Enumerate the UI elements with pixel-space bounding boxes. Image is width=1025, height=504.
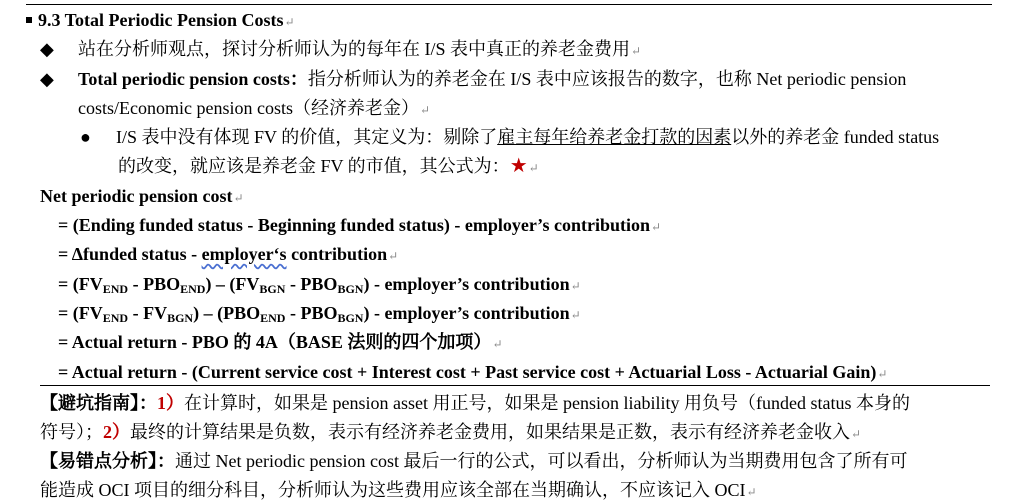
top-rule (26, 4, 992, 5)
section-heading: 9.3 Total Periodic Pension Costs↵ (26, 9, 295, 33)
formula-line-5: = Actual return - PBO 的 4A（BASE 法则的四个加项）↵ (58, 332, 503, 352)
paragraph-mark-icon: ↵ (233, 191, 244, 205)
paragraph-mark-icon: ↵ (631, 44, 642, 58)
paragraph-mark-icon: ↵ (419, 103, 431, 117)
formula-title: Net periodic pension cost↵ (40, 186, 244, 206)
formula-line-2: = Δfunded status - employer‘s contribution↵ (58, 244, 399, 264)
paragraph-mark-icon: ↵ (651, 220, 662, 234)
diamond-bullet-icon: ◆ (40, 39, 54, 59)
tip-pitfall-guide-continuation: 符号）；2）最终的计算结果是负数，表示有经济养老金费用，如果结果是正数，表示有经济养老金收入↵ (40, 422, 862, 442)
paragraph-mark-icon: ↵ (528, 161, 539, 175)
tip-error-analysis-continuation: 能造成 OCI 项目的细分科目，分析师认为这些费用应该全部在当期确认，不应该记入 OCI↵ (40, 480, 757, 500)
bullet-item-1: ◆ 站在分析师观点，探讨分析师认为的每年在 I/S 表中真正的养老金费用↵ (40, 39, 642, 59)
formula-line-6: = Actual return - (Current service cost + Interest cost + Past service cost + Actuarial Loss - Actuarial Gain)↵ (58, 362, 888, 382)
sub-bullet-continuation: 的改变，就应该是养老金 FV 的市值，其公式为：★↵ (118, 155, 539, 177)
paragraph-mark-icon: ↵ (570, 279, 581, 293)
spellcheck-underlined-word: employer‘s (201, 244, 287, 264)
dot-bullet-icon: ● (80, 127, 91, 147)
paragraph-mark-icon: ↵ (284, 15, 295, 29)
bullet-item-2: ◆ Total periodic pension costs：指分析师认为的养老金在 I/S 表中应该报告的数字，也称 Net periodic pension (40, 69, 907, 89)
tip-pitfall-guide: 【避坑指南】：1）在计算时，如果是 pension asset 用正号，如果是 pension liability 用负号（funded status 本身的 (40, 393, 910, 413)
star-icon: ★ (509, 155, 528, 177)
paragraph-mark-icon: ↵ (851, 427, 862, 441)
paragraph-mark-icon: ↵ (388, 249, 399, 263)
sub-bullet-item: ● I/S 表中没有体现 FV 的价值，其定义为：剔除了雇主每年给养老金打款的因素以外的养老金 funded status (80, 127, 940, 147)
paragraph-mark-icon: ↵ (570, 308, 581, 322)
square-bullet-icon (26, 17, 32, 23)
tip-error-analysis: 【易错点分析】：通过 Net periodic pension cost 最后一行的公式，可以看出，分析师认为当期费用包含了所有可 (40, 451, 908, 471)
diamond-bullet-icon: ◆ (40, 69, 54, 89)
formula-line-1: = (Ending funded status - Beginning funded status) - employer’s contribution↵ (58, 215, 662, 235)
formula-line-3: = $(FV_{END} - PBO_{END}) - (FV_{BGN} - PBO_{BGN})$ - employer’s contribution↵ (58, 274, 581, 296)
paragraph-mark-icon: ↵ (877, 367, 888, 381)
paragraph-mark-icon: ↵ (492, 337, 503, 351)
paragraph-mark-icon: ↵ (746, 485, 757, 499)
underlined-phrase: 雇主每年给养老金打款的因素 (497, 127, 732, 147)
tips-top-rule (40, 385, 990, 386)
formula-line-4: = $(FV_{END} - FV_{BGN}) - (PBO_{END} - PBO_{BGN})$ - employer’s contribution↵ (58, 303, 581, 325)
bullet-item-2-continuation: costs/Economic pension costs（经济养老金）↵ (78, 98, 431, 118)
